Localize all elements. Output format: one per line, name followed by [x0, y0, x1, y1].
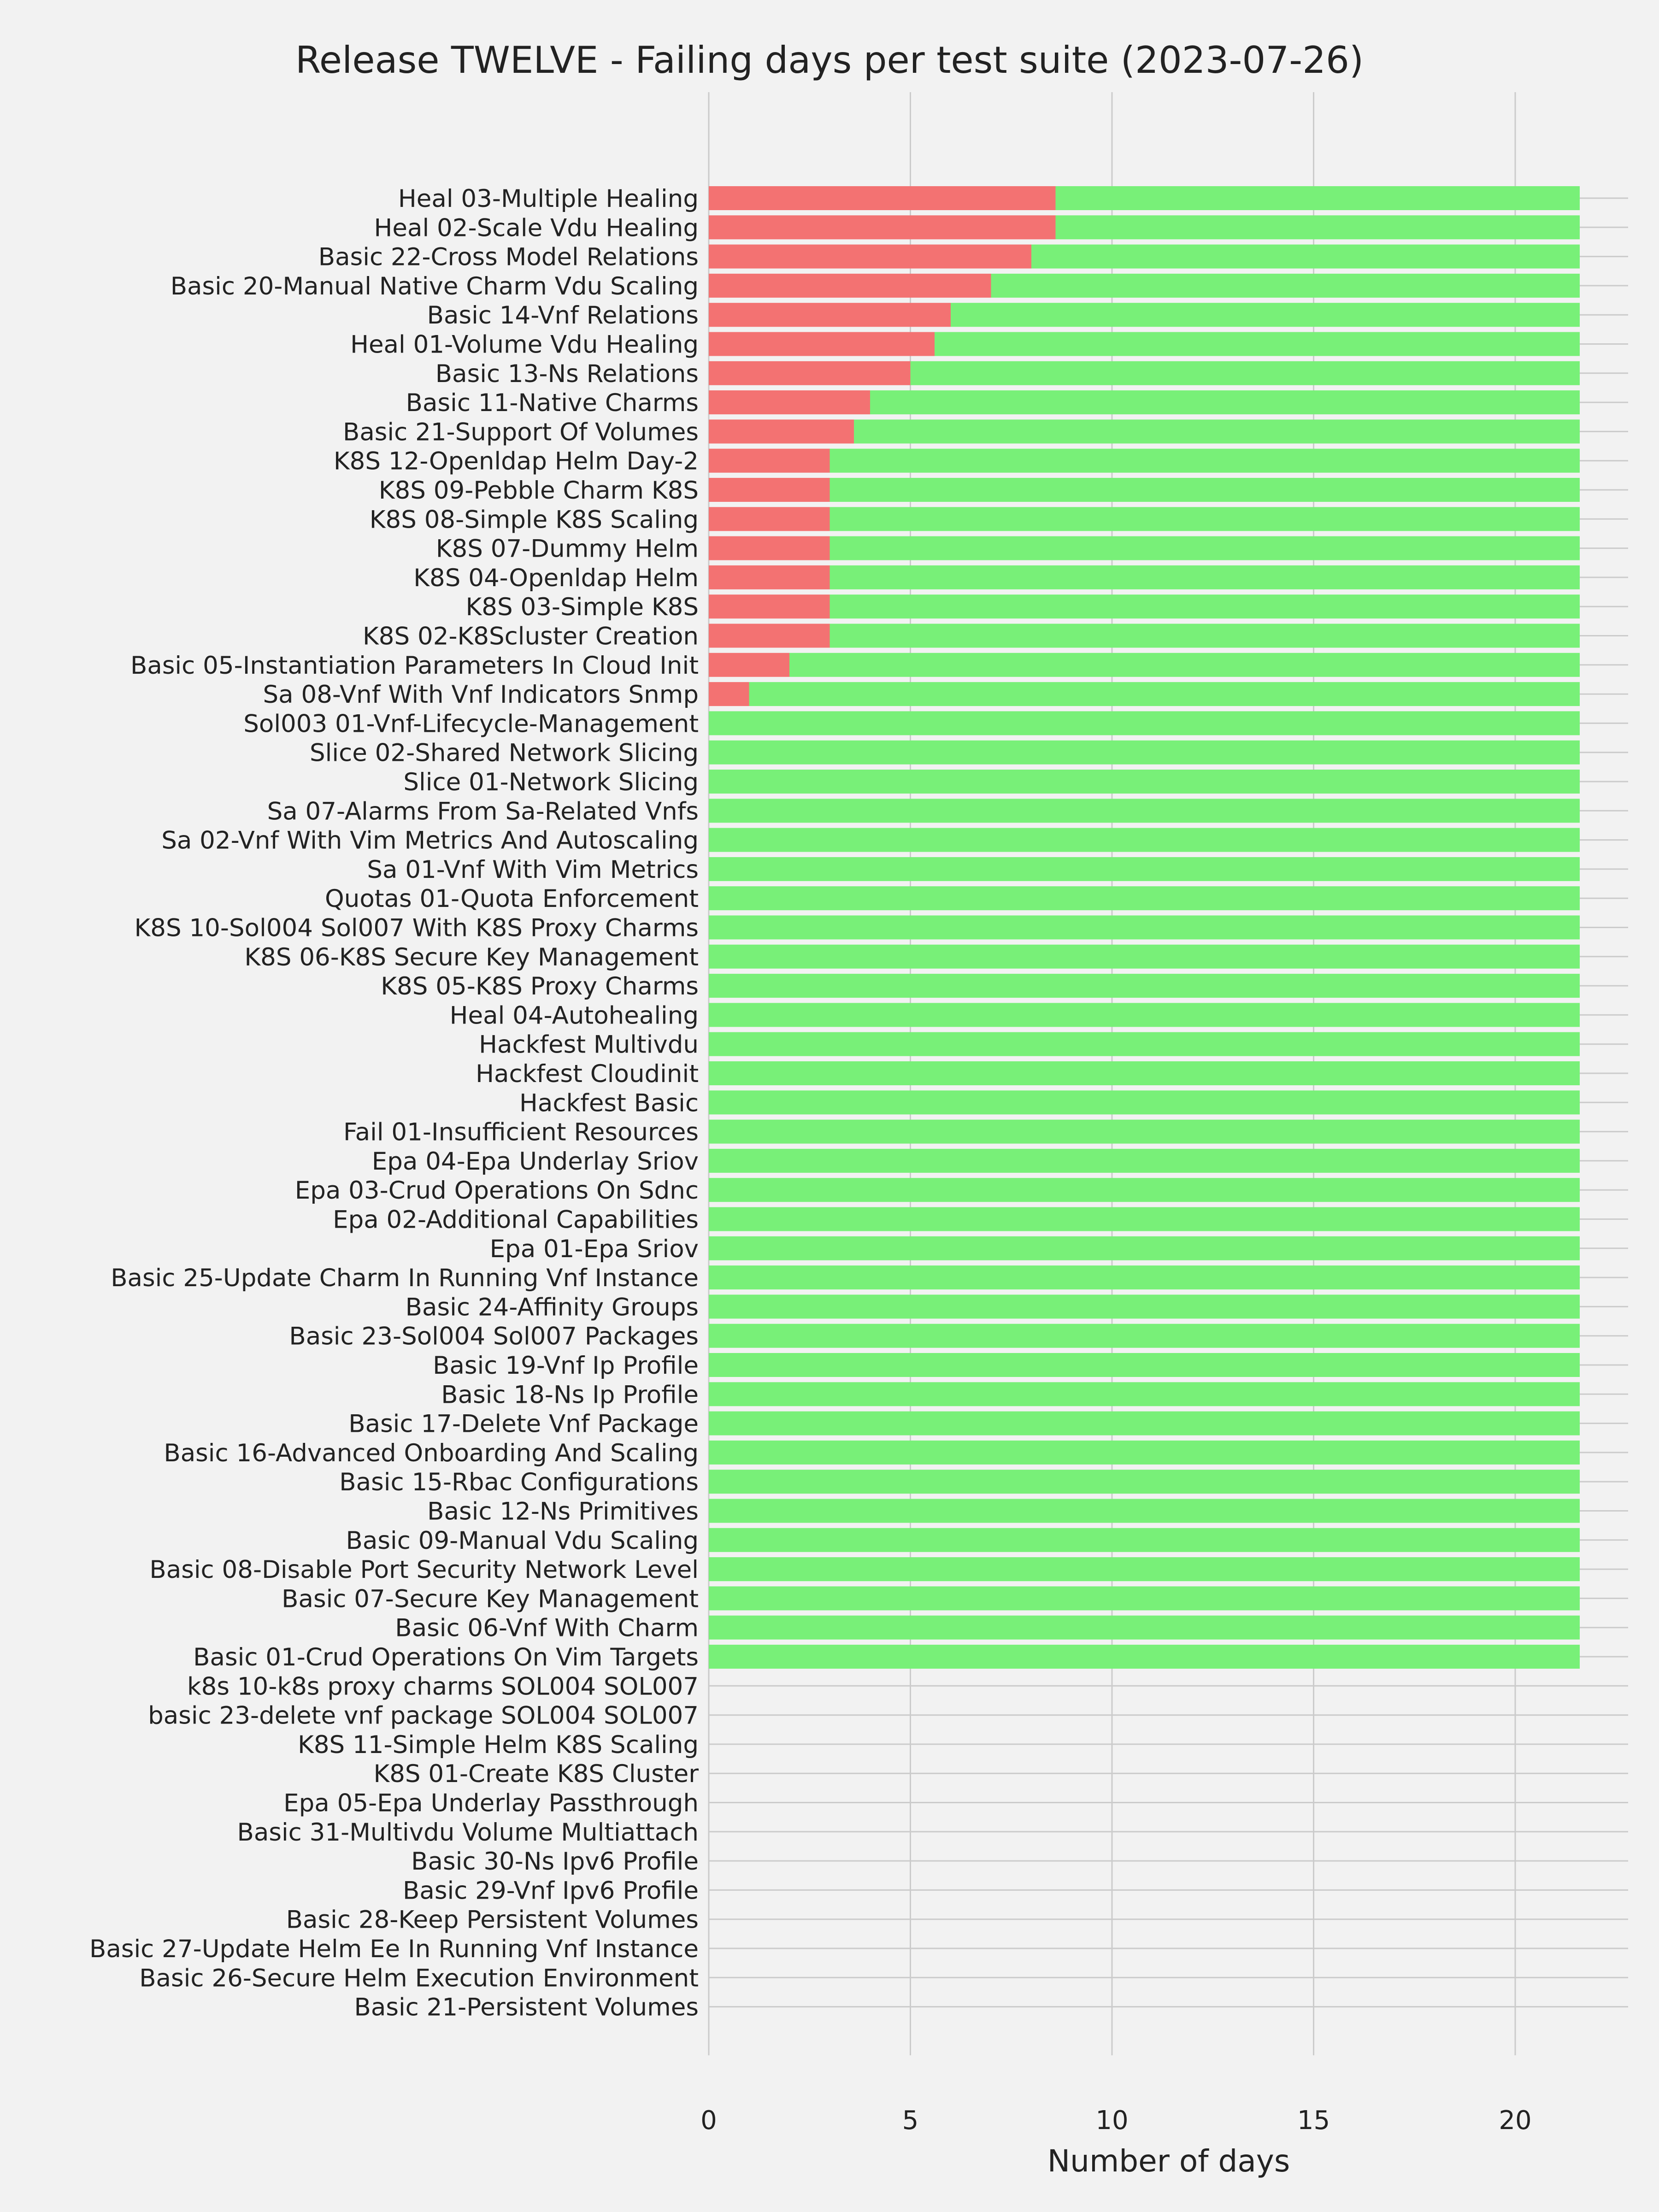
- y-tick-label: Basic 28-Keep Persistent Volumes: [286, 1906, 699, 1934]
- y-tick-label: Epa 04-Epa Underlay Sriov: [371, 1147, 699, 1176]
- y-tick-label: K8S 12-Openldap Helm Day-2: [333, 447, 699, 476]
- bar-passing-days: [830, 624, 1580, 648]
- bar-passing-days: [854, 419, 1580, 443]
- bar-passing-days: [709, 1032, 1580, 1056]
- y-tick-label: Heal 03-Multiple Healing: [398, 185, 699, 213]
- bar-passing-days: [709, 857, 1580, 881]
- bar-passing-days: [1056, 186, 1580, 210]
- bar-passing-days: [935, 332, 1580, 356]
- bar-failing-days: [709, 274, 991, 298]
- y-tick-label: K8S 05-K8S Proxy Charms: [381, 972, 699, 1001]
- y-tick-label: Basic 05-Instantiation Parameters In Cloud Init: [130, 651, 699, 680]
- y-tick-label: Basic 12-Ns Primitives: [427, 1497, 699, 1526]
- y-tick-label: Basic 15-Rbac Configurations: [339, 1468, 699, 1497]
- y-tick-label: Basic 31-Multivdu Volume Multiattach: [237, 1818, 699, 1847]
- y-tick-label: Basic 19-Vnf Ip Profile: [433, 1352, 699, 1380]
- bar-passing-days: [709, 1236, 1580, 1260]
- bars: [709, 186, 1580, 1669]
- y-tick-label: Epa 03-Crud Operations On Sdnc: [294, 1177, 699, 1205]
- y-tick-label: Basic 09-Manual Vdu Scaling: [346, 1526, 699, 1555]
- bar-passing-days: [709, 1470, 1580, 1494]
- bar-passing-days: [709, 741, 1580, 765]
- bar-passing-days: [709, 886, 1580, 910]
- y-tick-label: Basic 07-Secure Key Management: [282, 1585, 699, 1613]
- bar-failing-days: [709, 303, 951, 327]
- y-tick-label: Heal 02-Scale Vdu Healing: [374, 214, 699, 242]
- y-tick-label: Basic 06-Vnf With Charm: [395, 1614, 699, 1642]
- bar-passing-days: [709, 1178, 1580, 1202]
- bar-passing-days: [709, 974, 1580, 998]
- y-tick-label: Sa 07-Alarms From Sa-Related Vnfs: [267, 797, 699, 826]
- bar-failing-days: [709, 332, 935, 356]
- bar-passing-days: [709, 1382, 1580, 1406]
- y-tick-label: Sa 02-Vnf With Vim Metrics And Autoscaling: [161, 826, 699, 855]
- bar-passing-days: [709, 1586, 1580, 1610]
- bar-passing-days: [709, 1003, 1580, 1027]
- y-tick-label: Fail 01-Insufficient Resources: [343, 1118, 699, 1147]
- bar-failing-days: [709, 361, 911, 385]
- chart-title: Release TWELVE - Failing days per test suite (2023-07-26): [295, 39, 1364, 82]
- bar-passing-days: [951, 303, 1580, 327]
- bar-passing-days: [709, 1061, 1580, 1085]
- bar-passing-days: [709, 1645, 1580, 1669]
- x-axis-tick-labels: [700, 2106, 1531, 2136]
- bar-failing-days: [709, 624, 830, 648]
- y-tick-label: K8S 01-Create K8S Cluster: [373, 1760, 699, 1788]
- y-tick-label: K8S 09-Pebble Charm K8S: [378, 477, 699, 505]
- y-tick-label: Quotas 01-Quota Enforcement: [325, 885, 699, 913]
- bar-passing-days: [830, 478, 1580, 502]
- y-tick-label: Hackfest Basic: [519, 1089, 699, 1118]
- y-tick-label: Epa 01-Epa Sriov: [489, 1235, 699, 1263]
- bar-passing-days: [709, 1207, 1580, 1231]
- y-tick-label: Hackfest Multivdu: [479, 1030, 699, 1059]
- bar-failing-days: [709, 215, 1056, 239]
- bar-passing-days: [870, 390, 1580, 414]
- bar-passing-days: [709, 828, 1580, 852]
- y-tick-label: Heal 04-Autohealing: [449, 1001, 699, 1030]
- bar-passing-days: [709, 1616, 1580, 1640]
- bar-passing-days: [709, 1499, 1580, 1523]
- y-tick-label: Slice 02-Shared Network Slicing: [309, 739, 699, 767]
- bar-passing-days: [709, 1557, 1580, 1581]
- y-tick-label: Epa 05-Epa Underlay Passthrough: [283, 1789, 699, 1818]
- bar-passing-days: [709, 916, 1580, 940]
- y-tick-label: Basic 26-Secure Helm Execution Environment: [139, 1964, 699, 1993]
- bar-passing-days: [709, 1120, 1580, 1144]
- bar-passing-days: [709, 799, 1580, 823]
- x-tick-label: 15: [1297, 2106, 1330, 2136]
- bar-passing-days: [709, 770, 1580, 794]
- bar-passing-days: [709, 1294, 1580, 1318]
- y-tick-label: Basic 20-Manual Native Charm Vdu Scaling: [170, 272, 699, 300]
- y-tick-label: Basic 08-Disable Port Security Network Level: [149, 1556, 699, 1584]
- bar-failing-days: [709, 565, 830, 589]
- bar-passing-days: [911, 361, 1580, 385]
- bar-passing-days: [789, 653, 1580, 677]
- bar-passing-days: [709, 1324, 1580, 1348]
- y-tick-label: k8s 10-k8s proxy charms SOL004 SOL007: [187, 1672, 699, 1701]
- bar-failing-days: [709, 536, 830, 560]
- y-tick-label: Basic 29-Vnf Ipv6 Profile: [403, 1877, 699, 1905]
- bar-failing-days: [709, 507, 830, 531]
- x-axis-title: Number of days: [1047, 2143, 1290, 2179]
- bar-passing-days: [830, 536, 1580, 560]
- y-tick-label: Hackfest Cloudinit: [476, 1060, 699, 1088]
- x-tick-label: 20: [1499, 2106, 1532, 2136]
- y-tick-label: K8S 11-Simple Helm K8S Scaling: [298, 1730, 699, 1759]
- bar-passing-days: [830, 449, 1580, 473]
- y-tick-label: K8S 04-Openldap Helm: [413, 564, 699, 592]
- y-tick-label: Basic 16-Advanced Onboarding And Scaling: [164, 1439, 699, 1467]
- y-tick-label: Basic 13-Ns Relations: [435, 359, 699, 388]
- bar-failing-days: [709, 594, 830, 618]
- y-tick-label: Basic 25-Update Charm In Running Vnf Instance: [111, 1264, 699, 1293]
- bar-passing-days: [709, 1353, 1580, 1377]
- bar-passing-days: [709, 1090, 1580, 1114]
- y-tick-label: Basic 30-Ns Ipv6 Profile: [411, 1847, 699, 1876]
- x-tick-label: 5: [902, 2106, 919, 2136]
- bar-passing-days: [1031, 245, 1580, 269]
- y-tick-label: Basic 21-Support Of Volumes: [342, 418, 699, 447]
- x-tick-label: 0: [700, 2106, 717, 2136]
- y-tick-label: K8S 08-Simple K8S Scaling: [369, 506, 699, 534]
- bar-passing-days: [830, 594, 1580, 618]
- bar-passing-days: [709, 1528, 1580, 1552]
- y-tick-label: Basic 11-Native Charms: [406, 389, 699, 418]
- bar-passing-days: [709, 1265, 1580, 1289]
- bar-failing-days: [709, 390, 870, 414]
- bar-passing-days: [830, 565, 1580, 589]
- bar-passing-days: [709, 1441, 1580, 1465]
- bar-failing-days: [709, 682, 749, 706]
- y-tick-label: Sa 01-Vnf With Vim Metrics: [367, 855, 699, 884]
- bar-passing-days: [749, 682, 1580, 706]
- bar-passing-days: [830, 507, 1580, 531]
- y-axis-tick-labels: [89, 185, 699, 2022]
- y-tick-label: Basic 14-Vnf Relations: [427, 301, 699, 330]
- y-tick-label: basic 23-delete vnf package SOL004 SOL007: [148, 1701, 699, 1730]
- y-tick-label: Heal 01-Volume Vdu Healing: [350, 330, 699, 359]
- bar-passing-days: [709, 945, 1580, 969]
- y-tick-label: Basic 18-Ns Ip Profile: [441, 1381, 699, 1409]
- bar-passing-days: [709, 711, 1580, 735]
- bar-passing-days: [1056, 215, 1580, 239]
- y-tick-label: K8S 10-Sol004 Sol007 With K8S Proxy Charms: [134, 914, 699, 942]
- y-tick-label: Basic 23-Sol004 Sol007 Packages: [289, 1322, 699, 1351]
- y-tick-label: K8S 03-Simple K8S: [465, 593, 699, 622]
- bar-passing-days: [709, 1412, 1580, 1435]
- bar-failing-days: [709, 419, 854, 443]
- y-tick-label: Basic 22-Cross Model Relations: [318, 243, 699, 271]
- y-tick-label: Basic 27-Update Helm Ee In Running Vnf Instance: [89, 1935, 699, 1963]
- y-tick-label: K8S 02-K8Scluster Creation: [363, 622, 699, 651]
- y-tick-label: Sol003 01-Vnf-Lifecycle-Management: [243, 710, 699, 738]
- bar-failing-days: [709, 653, 789, 677]
- bar-failing-days: [709, 186, 1056, 210]
- y-tick-label: Basic 24-Affinity Groups: [405, 1293, 699, 1322]
- y-tick-label: Slice 01-Network Slicing: [403, 768, 699, 796]
- bar-failing-days: [709, 478, 830, 502]
- y-tick-label: Basic 01-Crud Operations On Vim Targets: [193, 1643, 699, 1671]
- bar-failing-days: [709, 449, 830, 473]
- y-tick-label: Basic 21-Persistent Volumes: [354, 1993, 699, 2022]
- y-tick-label: K8S 07-Dummy Helm: [435, 535, 699, 563]
- y-tick-label: K8S 06-K8S Secure Key Management: [244, 943, 699, 971]
- y-tick-label: Epa 02-Additional Capabilities: [333, 1206, 699, 1234]
- x-tick-label: 10: [1095, 2106, 1129, 2136]
- bar-failing-days: [709, 245, 1031, 269]
- y-tick-label: Basic 17-Delete Vnf Package: [348, 1410, 699, 1438]
- bar-passing-days: [991, 274, 1580, 298]
- bar-passing-days: [709, 1149, 1580, 1173]
- y-tick-label: Sa 08-Vnf With Vnf Indicators Snmp: [263, 681, 699, 709]
